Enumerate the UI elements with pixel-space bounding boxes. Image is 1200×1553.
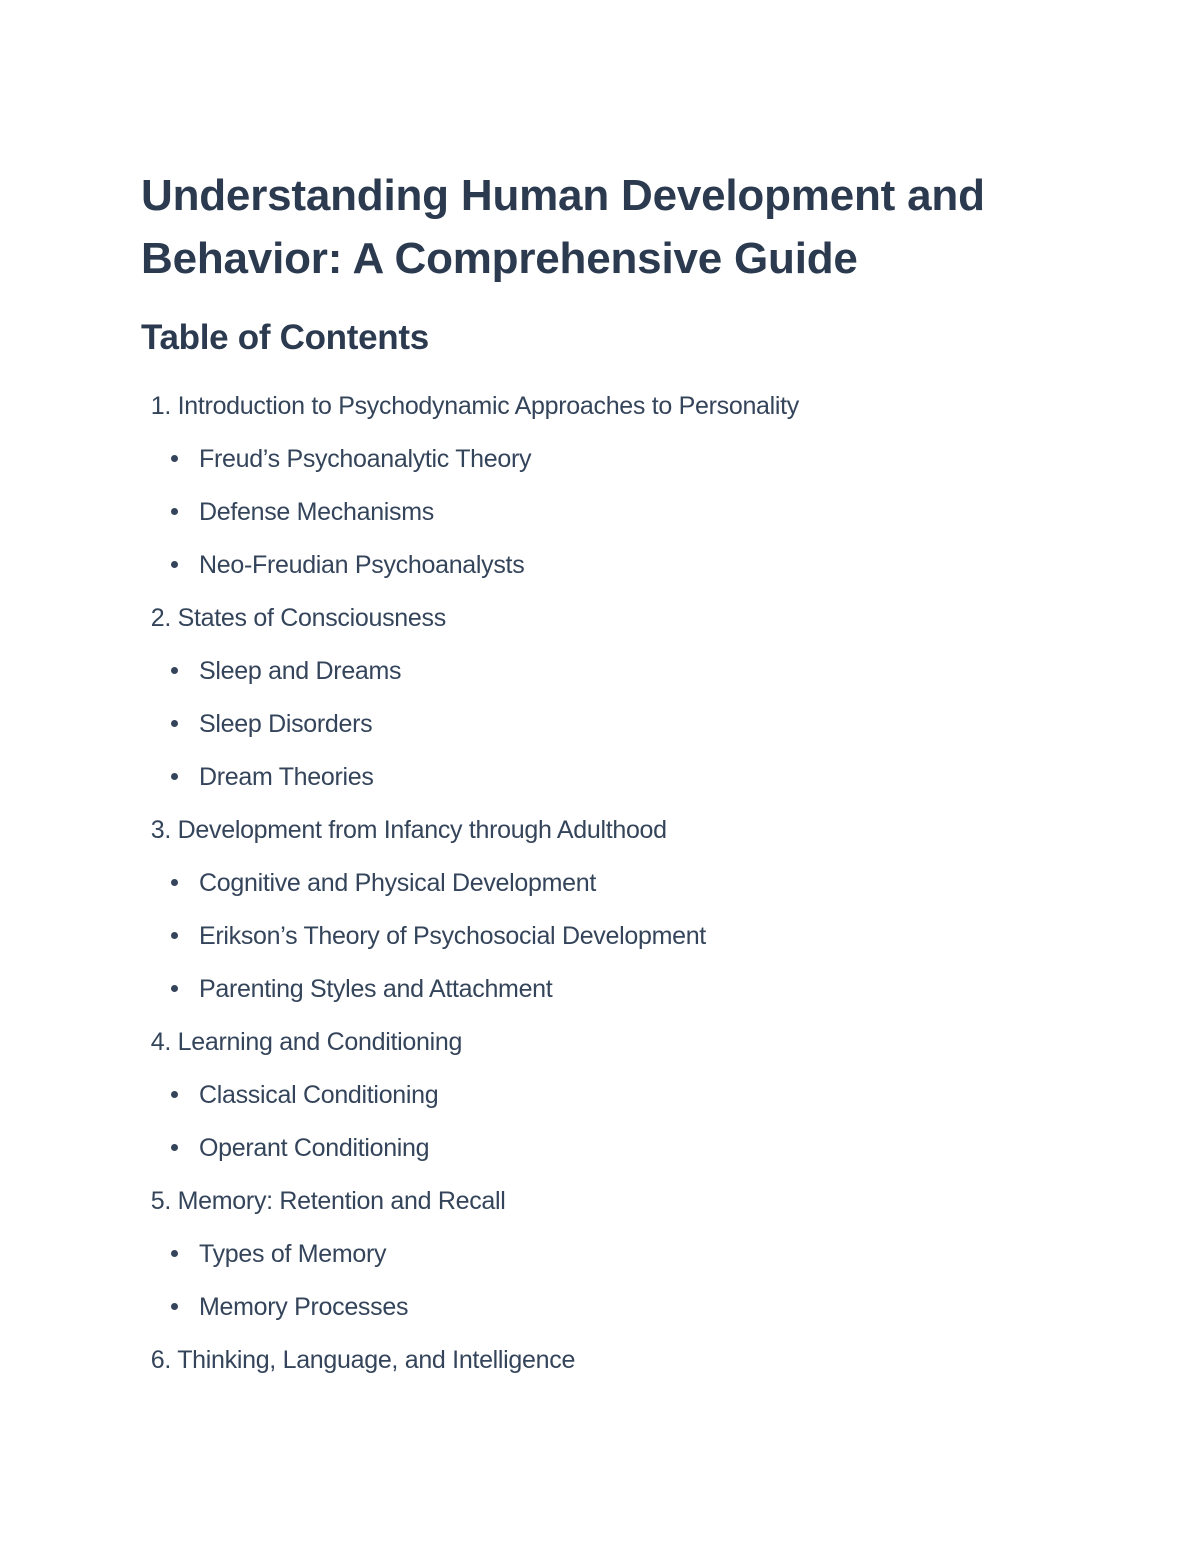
bullet-icon xyxy=(171,561,178,568)
toc-subentry-label: Defense Mechanisms xyxy=(199,498,434,526)
toc-subentry xyxy=(141,539,1101,592)
toc-subentry-label: Sleep Disorders xyxy=(199,710,373,738)
toc-subentry xyxy=(141,1281,1101,1334)
toc-entry-label: Introduction to Psychodynamic Approaches to Personality xyxy=(177,392,800,420)
bullet-icon xyxy=(171,932,178,939)
toc-heading: Table of Contents xyxy=(141,318,429,357)
toc-subsection-list xyxy=(141,857,1101,1016)
toc-section xyxy=(141,1334,1101,1387)
toc-subentry-label: Sleep and Dreams xyxy=(199,657,402,685)
bullet-icon xyxy=(171,720,178,727)
toc-subentry xyxy=(141,1069,1101,1122)
toc-entry xyxy=(141,1334,1101,1387)
toc-entry-label: Memory: Retention and Recall xyxy=(177,1187,506,1215)
toc-entry xyxy=(141,804,1101,857)
toc-subsection-list xyxy=(141,1069,1101,1175)
toc-entry-number: 1. xyxy=(150,392,171,420)
toc-entry xyxy=(141,592,1101,645)
bullet-icon xyxy=(171,455,178,462)
toc-section xyxy=(141,1175,1101,1334)
bullet-icon xyxy=(171,508,178,515)
toc-subentry xyxy=(141,698,1101,751)
toc-entry xyxy=(141,1175,1101,1228)
toc-entry-label: Learning and Conditioning xyxy=(177,1028,463,1056)
table-of-contents xyxy=(141,380,1101,1387)
bullet-icon xyxy=(171,667,178,674)
toc-entry xyxy=(141,380,1101,433)
toc-subentry-label: Classical Conditioning xyxy=(199,1081,439,1109)
bullet-icon xyxy=(171,1250,178,1257)
toc-section xyxy=(141,804,1101,1016)
toc-entry-number: 5. xyxy=(150,1187,171,1215)
toc-subentry xyxy=(141,433,1101,486)
toc-entry-number: 3. xyxy=(150,816,171,844)
toc-subentry xyxy=(141,1228,1101,1281)
toc-subentry-label: Operant Conditioning xyxy=(199,1134,430,1162)
bullet-icon xyxy=(171,879,178,886)
toc-subentry-label: Parenting Styles and Attachment xyxy=(199,975,553,1003)
bullet-icon xyxy=(171,1144,178,1151)
toc-subentry-label: Dream Theories xyxy=(199,763,374,791)
toc-subentry-label: Memory Processes xyxy=(199,1293,409,1321)
toc-subentry-label: Types of Memory xyxy=(199,1240,387,1268)
toc-entry-label: Development from Infancy through Adulthood xyxy=(177,816,667,844)
toc-subentry xyxy=(141,857,1101,910)
bullet-icon xyxy=(171,1303,178,1310)
bullet-icon xyxy=(171,985,178,992)
toc-subsection-list xyxy=(141,645,1101,804)
toc-section xyxy=(141,1016,1101,1175)
toc-entry-number: 6. xyxy=(150,1346,171,1374)
bullet-icon xyxy=(171,1091,178,1098)
toc-subentry xyxy=(141,1122,1101,1175)
toc-subentry-label: Cognitive and Physical Development xyxy=(199,869,596,897)
toc-subentry-label: Freud’s Psychoanalytic Theory xyxy=(199,445,532,473)
toc-subsection-list xyxy=(141,433,1101,592)
toc-subentry xyxy=(141,910,1101,963)
toc-entry-label: Thinking, Language, and Intelligence xyxy=(177,1346,576,1374)
toc-subentry xyxy=(141,486,1101,539)
toc-subentry-label: Erikson’s Theory of Psychosocial Development xyxy=(199,922,706,950)
document-title: Understanding Human Development and Behavior: A Comprehensive Guide xyxy=(141,171,985,283)
toc-entry xyxy=(141,1016,1101,1069)
toc-entry-number: 4. xyxy=(150,1028,171,1056)
toc-subentry xyxy=(141,645,1101,698)
toc-entry-number: 2. xyxy=(150,604,171,632)
bullet-icon xyxy=(171,773,178,780)
toc-subsection-list xyxy=(141,1228,1101,1334)
toc-subentry xyxy=(141,963,1101,1016)
toc-section xyxy=(141,380,1101,592)
toc-entry-label: States of Consciousness xyxy=(177,604,446,632)
toc-subentry xyxy=(141,751,1101,804)
toc-section xyxy=(141,592,1101,804)
toc-subentry-label: Neo-Freudian Psychoanalysts xyxy=(199,551,525,579)
